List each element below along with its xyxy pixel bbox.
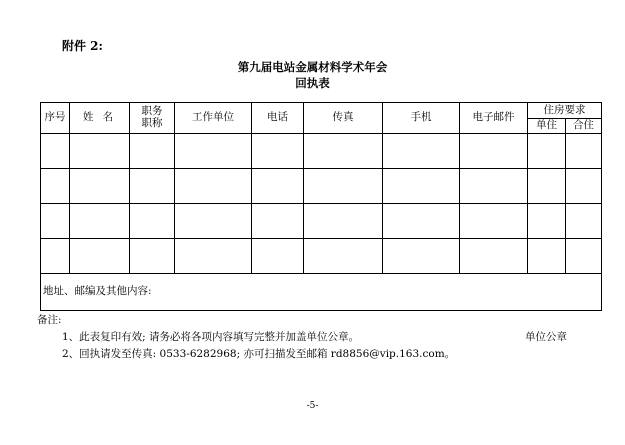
header-fax: 传真 (304, 103, 383, 134)
header-single: 单住 (528, 119, 566, 134)
address-cell[interactable] (41, 274, 602, 311)
cell-email[interactable] (460, 169, 528, 204)
header-seq: 序号 (41, 103, 70, 134)
cell-fax[interactable] (304, 134, 383, 169)
header-position-line1: 职务 (141, 105, 163, 118)
cell-email[interactable] (460, 204, 528, 239)
header-shared: 合住 (566, 119, 602, 134)
cell-position[interactable] (130, 169, 175, 204)
address-label: 地址、邮编及其他内容: (43, 285, 152, 298)
document-title: 第九届电站金属材料学术年会 (237, 60, 388, 74)
cell-seq[interactable] (41, 239, 70, 274)
header-email: 电子邮件 (460, 103, 528, 134)
cell-phone[interactable] (252, 134, 304, 169)
header-phone: 电话 (252, 103, 304, 134)
cell-phone[interactable] (252, 204, 304, 239)
cell-fax[interactable] (304, 239, 383, 274)
note-line-2: 2、回执请发至传真: 0533-6282968; 亦可扫描发至邮箱 rd8856@vip.163.com。 (62, 348, 456, 360)
cell-work-unit[interactable] (175, 169, 252, 204)
cell-work-unit[interactable] (175, 204, 252, 239)
header-position (130, 103, 175, 134)
cell-seq[interactable] (41, 134, 70, 169)
cell-single[interactable] (528, 134, 566, 169)
cell-work-unit[interactable] (175, 134, 252, 169)
attachment-label: 附件 2: (62, 39, 103, 53)
cell-phone[interactable] (252, 239, 304, 274)
cell-mobile[interactable] (383, 239, 460, 274)
cell-shared[interactable] (566, 169, 602, 204)
cell-mobile[interactable] (383, 204, 460, 239)
table-row (41, 134, 602, 169)
cell-single[interactable] (528, 169, 566, 204)
cell-email[interactable] (460, 239, 528, 274)
cell-position[interactable] (130, 134, 175, 169)
header-work-unit: 工作单位 (175, 103, 252, 134)
cell-name[interactable] (70, 169, 130, 204)
cell-shared[interactable] (566, 239, 602, 274)
header-name: 姓 名 (70, 103, 130, 134)
cell-shared[interactable] (566, 134, 602, 169)
cell-position[interactable] (130, 204, 175, 239)
cell-seq[interactable] (41, 204, 70, 239)
header-position-line2: 职称 (141, 117, 163, 129)
cell-single[interactable] (528, 204, 566, 239)
header-housing: 住房要求 (528, 103, 602, 119)
receipt-form-table (40, 102, 602, 311)
cell-position[interactable] (130, 239, 175, 274)
cell-shared[interactable] (566, 204, 602, 239)
cell-name[interactable] (70, 134, 130, 169)
table-row (41, 169, 602, 204)
cell-mobile[interactable] (383, 134, 460, 169)
document-subtitle: 回执表 (295, 76, 330, 90)
note-line-1: 1、此表复印有效; 请务必将各项内容填写完整并加盖单位公章。 (62, 331, 360, 343)
cell-phone[interactable] (252, 169, 304, 204)
cell-mobile[interactable] (383, 169, 460, 204)
cell-name[interactable] (70, 239, 130, 274)
cell-fax[interactable] (304, 169, 383, 204)
unit-seal-label: 单位公章 (525, 331, 567, 343)
notes-label: 备注: (37, 314, 62, 326)
cell-seq[interactable] (41, 169, 70, 204)
table-row (41, 204, 602, 239)
cell-work-unit[interactable] (175, 239, 252, 274)
page-number: -5- (306, 401, 319, 411)
header-mobile: 手机 (383, 103, 460, 134)
cell-email[interactable] (460, 134, 528, 169)
cell-name[interactable] (70, 204, 130, 239)
table-row (41, 239, 602, 274)
cell-single[interactable] (528, 239, 566, 274)
cell-fax[interactable] (304, 204, 383, 239)
